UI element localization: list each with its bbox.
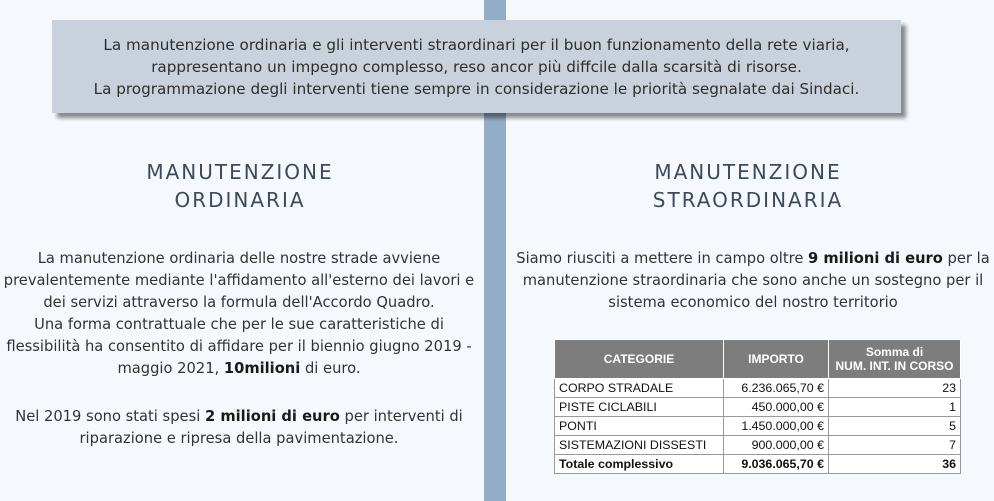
ordinaria-paragraph-2 — [0, 406, 478, 450]
heading-ordinaria — [100, 158, 380, 214]
header-somma-line2: NUM. INT. IN CORSO — [835, 359, 954, 373]
amount-highlight: 10milioni — [223, 360, 301, 377]
text-span: Siamo riusciti a mettere in campo oltre — [516, 250, 809, 267]
ordinaria-paragraph — [0, 248, 478, 380]
heading-line: ORDINARIA — [174, 188, 306, 212]
table-row — [555, 436, 961, 455]
cell-importo: 9.036.065,70 € — [724, 455, 829, 474]
cell-importo: 900.000,00 € — [724, 436, 829, 455]
table-row — [555, 398, 961, 417]
amount-highlight: 9 milioni di euro — [808, 250, 943, 267]
text-line: manutenzione straordinaria che sono anche un sostegno per il — [522, 272, 984, 289]
cell-categoria: CORPO STRADALE — [555, 379, 724, 398]
text-line: Una forma contrattuale che per le sue caratteristiche di — [34, 316, 444, 333]
text-line: sistema economico del nostro territorio — [608, 294, 898, 311]
text-line — [0, 358, 478, 380]
interventi-table — [554, 339, 961, 474]
banner-line: La programmazione degli interventi tiene sempre in considerazione le priorità segnalate dai Sindaci. — [93, 79, 860, 98]
text-span: per la — [942, 250, 990, 267]
text-span: Nel 2019 sono stati spesi — [15, 408, 205, 425]
text-line — [0, 406, 478, 428]
banner-line: rappresentano un impegno complesso, reso ancor più diffcile dalla scarsità di risorse. — [151, 57, 802, 76]
table-total-row — [555, 455, 961, 474]
heading-line: MANUTENZIONE — [654, 160, 842, 184]
table-header-row — [555, 340, 961, 379]
cell-num: 1 — [829, 398, 961, 417]
cell-num: 23 — [829, 379, 961, 398]
heading-straordinaria — [608, 158, 888, 214]
header-somma-line1: Somma di — [865, 345, 924, 359]
cell-categoria: PISTE CICLABILI — [555, 398, 724, 417]
table-row — [555, 379, 961, 398]
text-span: per interventi di — [339, 408, 463, 425]
text-line: riparazione e ripresa della pavimentazione. — [79, 430, 399, 447]
text-span: maggio 2021, — [117, 360, 224, 377]
cell-num: 5 — [829, 417, 961, 436]
cell-importo: 1.450.000,00 € — [724, 417, 829, 436]
straordinaria-paragraph — [512, 248, 994, 314]
intro-banner — [52, 20, 901, 113]
amount-highlight: 2 milioni di euro — [204, 408, 340, 425]
table-row — [555, 417, 961, 436]
text-line — [512, 248, 994, 270]
header-importo: IMPORTO — [724, 340, 829, 379]
text-span: di euro. — [300, 360, 361, 377]
cell-num: 36 — [829, 455, 961, 474]
banner-line: La manutenzione ordinaria e gli interventi straordinari per il buon funzionamento della rete viaria, — [103, 35, 850, 54]
heading-line: MANUTENZIONE — [146, 160, 334, 184]
cell-num: 7 — [829, 436, 961, 455]
heading-line: STRAORDINARIA — [652, 188, 844, 212]
text-line: prevalentemente mediante l'affidamento all'esterno dei lavori e — [3, 272, 475, 289]
text-line: flessibilità ha consentito di affidare per il biennio giugno 2019 - — [6, 338, 472, 355]
cell-categoria: SISTEMAZIONI DISSESTI — [555, 436, 724, 455]
header-categorie: CATEGORIE — [555, 340, 724, 379]
cell-categoria: PONTI — [555, 417, 724, 436]
header-somma — [829, 340, 961, 379]
cell-importo: 450.000,00 € — [724, 398, 829, 417]
text-line: dei servizi attraverso la formula dell'Accordo Quadro. — [43, 294, 435, 311]
cell-importo: 6.236.065,70 € — [724, 379, 829, 398]
cell-categoria: Totale complessivo — [555, 455, 724, 474]
text-line: La manutenzione ordinaria delle nostre strade avviene — [37, 250, 441, 267]
